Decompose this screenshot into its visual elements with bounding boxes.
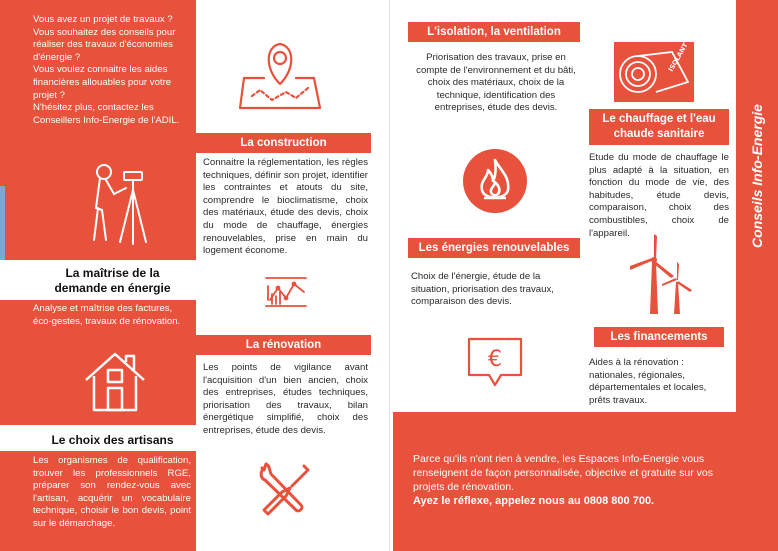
renouvelables-text: Choix de l'énergie, étude de la situation, priorisation des travaux, comparaison des devis. [411,271,554,308]
wrench-screwdriver-icon [256,460,312,516]
maitrise-heading [30,266,195,296]
house-icon [82,348,148,414]
intro-line: Vous voulez connaitre les aides [33,64,168,76]
map-pin-icon [238,38,322,114]
artisans-heading: Le choix des artisans [30,433,195,448]
chauffage-heading-line: chaude sanitaire [613,128,705,140]
euro-bubble-icon [465,335,525,391]
intro-line: réaliser des travaux d'économies [33,39,173,51]
renovation-heading: La rénovation [196,335,371,355]
flame-icon [462,148,528,214]
chauffage-heading-line: Le chauffage et l'eau [602,113,716,125]
financements-text: Aides à la rénovation : nationales, régionales, départementales et locales, prêts travaux. [589,357,707,406]
intro-line: d'énergie ? [33,51,81,63]
intro-line: financières allouables pour votre [33,76,172,88]
intro-line: Vous avez un projet de travaux ? [33,14,173,25]
intro-text [33,14,193,127]
isolation-heading: L'isolation, la ventilation [408,22,580,42]
artisans-text: Les organismes de qualification, trouver les professionnels RGE, préparer son rendez-vous avec l'artisan, acquérir un vocabulaire technique, choisir le bon devis, point sur le démarchage. [33,455,191,529]
footer-cta: Ayez le réflexe, appelez nous au 0808 800 700. [413,495,655,507]
insulation-roll-icon [614,42,694,102]
fold-line [389,0,390,551]
maitrise-text: Analyse et maîtrise des factures, éco-gestes, travaux de rénovation. [33,303,181,327]
intro-line: Vous souhaitez des conseils pour [33,26,176,38]
euro-symbol: € [488,347,502,372]
maitrise-heading-line: La maîtrise de la [65,266,160,280]
spine-title-wrap [736,0,778,412]
chauffage-text: Etude du mode de chauffage le plus adapté à la situation, en fonction du mode de vie, des habitudes, étude devis, comparaison, choix des combustibles, choix de l'appareil. [589,152,729,239]
insulation-label: ISOLANT [666,42,690,73]
construction-heading: La construction [196,133,371,153]
maitrise-heading-line: demande en énergie [54,281,171,295]
surveyor-tripod-icon [86,158,156,248]
footer-content [413,452,743,508]
renouvelables-heading: Les énergies renouvelables [408,238,580,258]
spine-title: Conseils Info-Energie [749,104,766,248]
isolation-text: Priorisation des travaux, prise en compte de l'environnement et du bâti, choix des matériaux, choix de la technique, identification des entreprises, étude des devis. [416,52,576,114]
financements-heading: Les financements [594,327,724,347]
intro-line: projet ? [33,89,65,101]
renovation-text: Les points de vigilance avant l'acquisition d'un bien ancien, choix des entreprises, études techniques, priorisation des travaux, bilan énergétique simplifié, choix des entreprises, étude des devis. [203,362,368,436]
chart-document-icon [264,270,308,314]
intro-line: N'hésitez plus, contactez les [33,102,154,114]
intro-line: Conseillers Info-Energie de l'ADIL. [33,114,180,126]
wind-turbine-icon [624,232,694,316]
left-blue-strip [0,186,5,260]
construction-text: Connaitre la réglementation, les règles techniques, définir son projet, identifier les contraintes et atouts du site, comprendre le bioclimatisme, choix des matériaux, étude des devis, choix du mode de chauffage, énergies renouvelables, prise en main du logement économe. [203,157,368,257]
chauffage-heading [589,109,729,145]
footer-text: Parce qu'ils n'ont rien à vendre, les Espaces Info-Energie vous renseignent de façon personnalisée, objective et gratuite sur vos projets de rénovation. [413,453,714,493]
